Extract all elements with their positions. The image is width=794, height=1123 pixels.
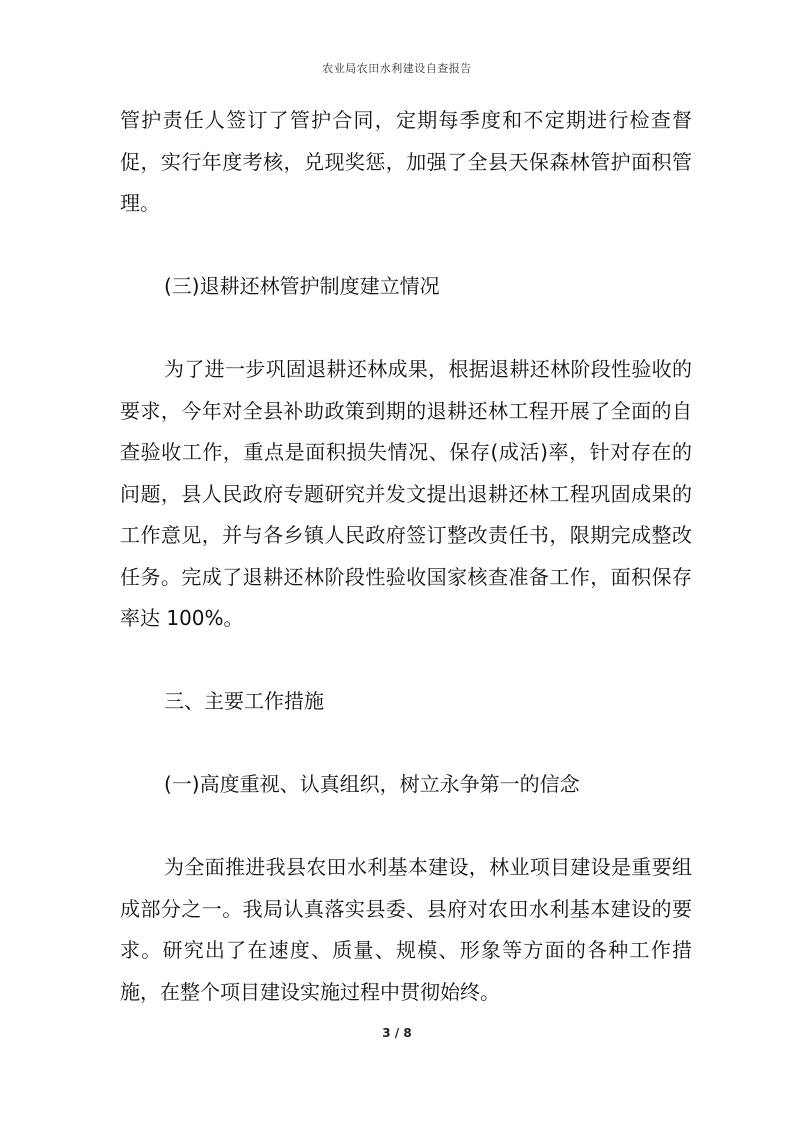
paragraph-gap [120,225,692,267]
paragraph-returning-farmland: 为了进一步巩固退耕还林成果，根据退耕还林阶段性验收的要求，今年对全县补助政策到期的退耕还林工程开展了全面的自查验收工作，重点是面积损失情况、保存(成活)率，针对存在的问题，县人民政府专题研究并发文提出退耕还林工程巩固成果的工作意见，并与各乡镇人民政府签订整改责任书，限期完成整改任务。完成了退耕还林阶段性验收国家核查准备工作，面积保存率达 100%。 [120,357,692,630]
paragraph-gap [120,308,692,350]
paragraph-gap [120,640,692,682]
paragraph-measures: 为全面推进我县农田水利基本建设，林业项目建设是重要组成部分之一。我局认真落实县委、县府对农田水利基本建设的要求。研究出了在速度、质量、规模、形象等方面的各种工作措施，在整个项目建设实施过程中贯彻始终。 [120,855,692,1004]
paragraph-gap [120,806,692,848]
subsection-heading-attention: (一)高度重视、认真组织，树立永争第一的信念 [164,772,580,796]
page-number: 3 / 8 [382,1026,412,1040]
section-heading-returning-farmland: (三)退耕还林管护制度建立情况 [164,274,440,298]
document-body [120,100,692,1013]
section-heading-main-measures: 三、主要工作措施 [164,689,324,713]
page-header-title: 农业局农田水利建设自查报告 [322,62,472,75]
paragraph-continuation: 管护责任人签订了管护合同，定期每季度和不定期进行检查督促，实行年度考核，兑现奖惩，加强了全县天保森林管护面积管理。 [120,108,692,215]
header-divider [120,80,680,81]
paragraph-gap [120,723,692,765]
